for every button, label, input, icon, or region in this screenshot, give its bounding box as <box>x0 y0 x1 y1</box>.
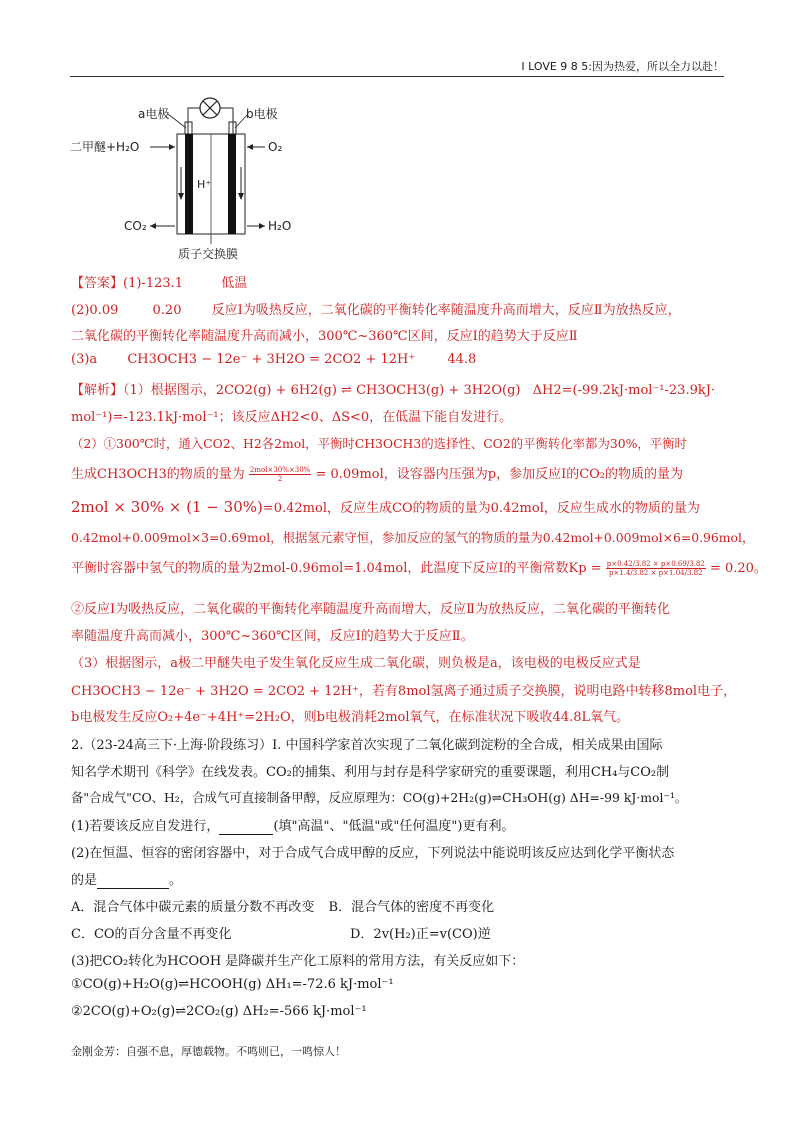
analysis-line-7: 平衡时容器中氢气的物质的量为2mol-0.96mol=1.04mol，此温度下反应Ⅰ的平衡常数Kp = $\frac{p\times 0.42/3.82 \times p\times 0.69/3.82}{p\times 1.4/3.82 \times p\times 1.04/3.82}$ = 0.20。 <box>71 560 767 577</box>
fuel-cell-diagram <box>70 92 330 267</box>
label-b-electrode: b电极 <box>246 107 278 121</box>
analysis-line-8: ②反应Ⅰ为吸热反应，二氧化碳的平衡转化率随温度升高而增大，反应Ⅱ为放热反应，二氧化碳的平衡转化 <box>71 602 670 617</box>
answer-line-1: 【答案】(1)-123.1 低温 <box>71 276 248 291</box>
analysis-tag: 【解析】 <box>71 383 124 398</box>
answer-line-3: 二氧化碳的平衡转化率随温度升高而减小，300℃~360℃区间，反应Ⅰ的趋势大于反应Ⅱ <box>71 329 578 344</box>
option-row-1 <box>71 896 494 915</box>
analysis-line-3: （2）①300℃时，通入CO2、H2各2mol，平衡时CH3OCH3的选择性、CO2的平衡转化率都为30%，平衡时 <box>71 436 687 451</box>
question-line-3: 备"合成气"CO、H₂，合成气可直接制备甲醇，反应原理为：CO(g)+2H₂(g)⇌CH₃OH(g) ΔH=-99 kJ·mol⁻¹。 <box>71 790 688 805</box>
answer-tag: 【答案】 <box>71 276 124 291</box>
label-membrane: 质子交换膜 <box>178 247 239 261</box>
option-b: B．混合气体的密度不再变化 <box>328 900 495 915</box>
analysis-line-12: b电极发生反应O₂+4e⁻+4H⁺=2H₂O，则b电极消耗2mol氧气，在标准状况下吸收44.8L氧气。 <box>71 710 630 725</box>
label-right-output: H₂O <box>268 219 292 233</box>
question-line-4: (1)若要该反应自发进行， (填"高温"、"低温"或"任何温度")更有利。 <box>71 819 515 834</box>
question-line-2: 知名学术期刊《科学》在线发表。CO₂的捕集、利用与封存是科学家研究的重要课题，利用CH₄与CO₂制 <box>71 765 670 780</box>
question-line-1: 2.（23-24高三下·上海·阶段练习）Ⅰ. 中国科学家首次实现了二氧化碳到淀粉的全合成，相关成果由国际 <box>71 738 663 753</box>
analysis-line-5: 2mol × 30% × (1 − 30%)=0.42mol，反应生成CO的物质的量为0.42mol，反应生成水的物质的量为 <box>71 498 700 516</box>
header-text: I LOVE 9 8 5:因为热爱，所以全力以赴！ <box>521 60 724 73</box>
electrode-b <box>228 134 236 234</box>
label-right-input: O₂ <box>268 140 283 154</box>
label-left-input: 二甲醚+H₂O <box>70 140 140 154</box>
analysis-line-11: CH3OCH3 − 12e⁻ + 3H2O = 2CO2 + 12H⁺，若有8mol氢离子通过质子交换膜，说明电路中转移8mol电子， <box>71 684 737 699</box>
label-a-electrode: a电极 <box>138 107 170 121</box>
analysis-line-2: mol⁻¹)=-123.1kJ·mol⁻¹；该反应ΔH2<0、ΔS<0，在低温下能自发进行。 <box>71 410 513 425</box>
analysis-line-4: 生成CH3OCH3的物质的量为 $\frac{\text{2mol×30\%×30\%}}{2}$ = 0.09mol，设容器内压强为p，参加反应Ⅰ的CO₂的物质的量为 <box>71 466 684 483</box>
label-proton: H⁺ <box>197 178 212 191</box>
answer-line-4: (3)a CH3OCH3 − 12e⁻ + 3H2O = 2CO2 + 12H⁺ 44.8 <box>71 352 477 367</box>
page-header <box>70 56 724 77</box>
analysis-line-9: 率随温度升高而减小，300℃~360℃区间，反应Ⅰ的趋势大于反应Ⅱ。 <box>71 629 474 644</box>
question-line-5: (2)在恒温、恒容的密闭容器中，对于合成气合成甲醇的反应，下列说法中能说明该反应达到化学平衡状态 <box>71 846 675 861</box>
reaction-1: ①CO(g)+H₂O(g)⇌HCOOH(g) ΔH₁=-72.6 kJ·mol⁻¹ <box>71 977 394 992</box>
answer-blank-2[interactable] <box>97 873 169 889</box>
label-left-output: CO₂ <box>124 219 147 233</box>
reaction-2: ②2CO(g)+O₂(g)⇌2CO₂(g) ΔH₂=-566 kJ·mol⁻¹ <box>71 1004 367 1019</box>
analysis-line-1: 【解析】（1）根据图示，2CO2(g) + 6H2(g) ⇌ CH3OCH3(g) + 3H2O(g) ΔH2=(-99.2kJ·mol⁻¹-23.9kJ· <box>71 383 716 398</box>
option-d: D．2v(H₂)正=v(CO)逆 <box>350 927 491 942</box>
option-c: C．CO的百分含量不再变化 <box>71 927 232 942</box>
question-line-9: (3)把CO₂转化为HCOOH 是降碳并生产化工原料的常用方法，有关反应如下： <box>71 954 525 969</box>
fraction-mol: $\frac{\text{2mol×30\%×30\%}}{2}$ <box>249 466 311 483</box>
analysis-line-6: 0.42mol+0.009mol×3=0.69mol，根据氢元素守恒，参加反应的氢气的物质的量为0.42mol+0.009mol×6=0.96mol， <box>71 530 755 545</box>
electrode-a <box>185 134 193 234</box>
answer-blank-1[interactable] <box>219 819 273 835</box>
page-footer: 金刚金芳：自强不息，厚德载物。不鸣则已，一鸣惊人！ <box>71 1045 346 1058</box>
fraction-kp: $\frac{p\times 0.42/3.82 \times p\times 0.69/3.82}{p\times 1.4/3.82 \times p\times 1.04/3.82}$ <box>606 560 705 577</box>
option-a: A．混合气体中碳元素的质量分数不再改变 <box>71 900 315 915</box>
answer-line-2: (2)0.09 0.20 反应Ⅰ为吸热反应，二氧化碳的平衡转化率随温度升高而增大，反应Ⅱ为放热反应， <box>71 303 681 318</box>
answer-equation: CH3OCH3 − 12e⁻ + 3H2O = 2CO2 + 12H⁺ <box>127 352 416 367</box>
question-line-6: 的是 。 <box>71 873 183 888</box>
analysis-line-10: （3）根据图示，a极二甲醚失电子发生氧化反应生成二氧化碳，则负极是a，该电极的电极反应式是 <box>71 656 641 671</box>
